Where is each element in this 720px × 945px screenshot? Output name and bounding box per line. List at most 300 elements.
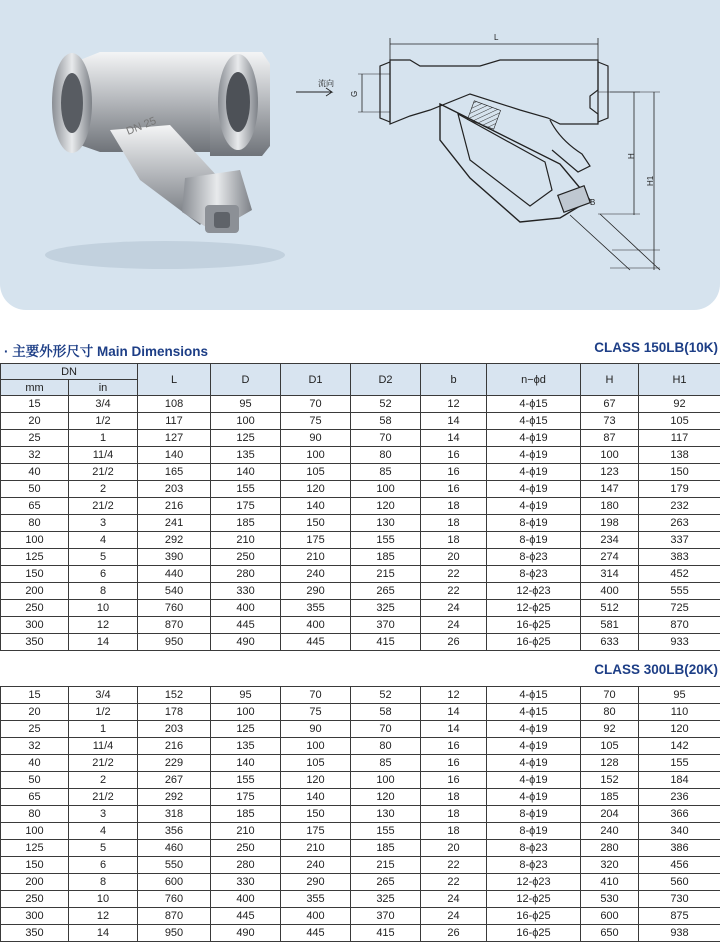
table-cell: 950 <box>138 634 211 651</box>
table-cell: 263 <box>639 515 720 532</box>
table-cell: 12 <box>69 908 138 925</box>
table-cell: 100 <box>351 481 421 498</box>
table-cell: 4-ϕ19 <box>487 498 581 515</box>
table-cell: 20 <box>421 549 487 566</box>
table-cell: 135 <box>211 738 281 755</box>
table-cell: 58 <box>351 413 421 430</box>
table-cell: 1/2 <box>69 413 138 430</box>
table-cell: 25 <box>1 721 69 738</box>
table-cell: 400 <box>281 617 351 634</box>
header-H1: H1 <box>639 364 720 396</box>
table-cell: 8-ϕ19 <box>487 515 581 532</box>
table-cell: 350 <box>1 634 69 651</box>
table-cell: 150 <box>639 464 720 481</box>
table-cell: 185 <box>351 549 421 566</box>
table-cell: 73 <box>581 413 639 430</box>
table-cell: 370 <box>351 617 421 634</box>
table-cell: 198 <box>581 515 639 532</box>
table-cell: 25 <box>1 430 69 447</box>
table-cell: 400 <box>581 583 639 600</box>
table-cell: 15 <box>1 687 69 704</box>
table-cell: 140 <box>211 755 281 772</box>
table-row <box>1 823 720 840</box>
table-cell: 265 <box>351 874 421 891</box>
table-cell: 52 <box>351 396 421 413</box>
header-D1: D1 <box>281 364 351 396</box>
table-cell: 24 <box>421 600 487 617</box>
table-cell: 240 <box>581 823 639 840</box>
table-cell: 445 <box>211 617 281 634</box>
table-cell: 4-ϕ15 <box>487 396 581 413</box>
table-cell: 274 <box>581 549 639 566</box>
table-cell: 100 <box>351 772 421 789</box>
table-cell: 120 <box>281 481 351 498</box>
header-b: b <box>421 364 487 396</box>
table-cell: 330 <box>211 874 281 891</box>
table-cell: 4-ϕ19 <box>487 755 581 772</box>
table-cell: 370 <box>351 908 421 925</box>
table-cell: 67 <box>581 396 639 413</box>
table-cell: 445 <box>281 634 351 651</box>
table-cell: 80 <box>1 515 69 532</box>
table-cell: 415 <box>351 925 421 942</box>
table-cell: 4-ϕ15 <box>487 704 581 721</box>
table-cell: 16-ϕ25 <box>487 908 581 925</box>
flow-direction-label: 流向 <box>318 79 334 88</box>
table-cell: 155 <box>211 772 281 789</box>
table-cell: 185 <box>211 515 281 532</box>
table-cell: 12-ϕ25 <box>487 600 581 617</box>
table-cell: 140 <box>211 464 281 481</box>
table-cell: 280 <box>211 566 281 583</box>
table-cell: 100 <box>211 704 281 721</box>
table-cell: 22 <box>421 857 487 874</box>
table-cell: 80 <box>581 704 639 721</box>
table-cell: 75 <box>281 413 351 430</box>
table-cell: 730 <box>639 891 720 908</box>
table-cell: 32 <box>1 738 69 755</box>
section-title: · 主要外形尺寸 Main Dimensions <box>4 344 209 359</box>
table-cell: 135 <box>211 447 281 464</box>
table-cell: 870 <box>138 617 211 634</box>
table-cell: 120 <box>639 721 720 738</box>
table-cell: 355 <box>281 600 351 617</box>
table-cell: 250 <box>211 840 281 857</box>
table-row <box>1 617 720 634</box>
table-cell: 600 <box>581 908 639 925</box>
table-row <box>1 549 720 566</box>
table-cell: 650 <box>581 925 639 942</box>
table-cell: 550 <box>138 857 211 874</box>
table-cell: 185 <box>211 806 281 823</box>
table-cell: 234 <box>581 532 639 549</box>
table-cell: 155 <box>211 481 281 498</box>
table-cell: 241 <box>138 515 211 532</box>
table-row <box>1 498 720 515</box>
table-cell: 3 <box>69 806 138 823</box>
table-cell: 355 <box>281 891 351 908</box>
table-cell: 140 <box>138 447 211 464</box>
table-cell: 200 <box>1 583 69 600</box>
table-cell: 26 <box>421 925 487 942</box>
table-cell: 175 <box>211 498 281 515</box>
table-cell: 410 <box>581 874 639 891</box>
table-cell: 130 <box>351 806 421 823</box>
table-cell: 24 <box>421 908 487 925</box>
table-cell: 20 <box>1 704 69 721</box>
table-cell: 8-ϕ19 <box>487 823 581 840</box>
table-cell: 560 <box>639 874 720 891</box>
table-cell: 100 <box>1 823 69 840</box>
table-cell: 300 <box>1 617 69 634</box>
table-row <box>1 789 720 806</box>
table-cell: 210 <box>281 840 351 857</box>
table-cell: 250 <box>1 891 69 908</box>
table-cell: 938 <box>639 925 720 942</box>
table-cell: 21/2 <box>69 498 138 515</box>
table-cell: 128 <box>581 755 639 772</box>
table-cell: 210 <box>281 549 351 566</box>
table-cell: 12-ϕ23 <box>487 874 581 891</box>
table-cell: 325 <box>351 891 421 908</box>
table-cell: 95 <box>639 687 720 704</box>
table-cell: 12-ϕ23 <box>487 583 581 600</box>
table-row <box>1 430 720 447</box>
table-row <box>1 806 720 823</box>
table-cell: 216 <box>138 498 211 515</box>
table-cell: 8-ϕ23 <box>487 549 581 566</box>
table-cell: 65 <box>1 498 69 515</box>
table-cell: 14 <box>421 430 487 447</box>
table-cell: 4-ϕ19 <box>487 772 581 789</box>
table-row <box>1 857 720 874</box>
table-cell: 350 <box>1 925 69 942</box>
table-cell: 240 <box>281 857 351 874</box>
table-row <box>1 874 720 891</box>
table-row <box>1 515 720 532</box>
table-row <box>1 532 720 549</box>
table-cell: 4-ϕ15 <box>487 413 581 430</box>
table-cell: 127 <box>138 430 211 447</box>
table-cell: 933 <box>639 634 720 651</box>
table-cell: 3 <box>69 515 138 532</box>
table-cell: 5 <box>69 549 138 566</box>
header-D2: D2 <box>351 364 421 396</box>
technical-drawing <box>296 38 660 270</box>
table-cell: 8-ϕ19 <box>487 532 581 549</box>
table-cell: 120 <box>281 772 351 789</box>
table-cell: 400 <box>211 891 281 908</box>
table-cell: 400 <box>211 600 281 617</box>
table-cell: 178 <box>138 704 211 721</box>
header-H: H <box>581 364 639 396</box>
table-cell: 100 <box>581 447 639 464</box>
table-cell: 75 <box>281 704 351 721</box>
header-L: L <box>138 364 211 396</box>
table-cell: 12-ϕ25 <box>487 891 581 908</box>
table-cell: 50 <box>1 772 69 789</box>
table-cell: 117 <box>639 430 720 447</box>
table-row <box>1 840 720 857</box>
table-cell: 95 <box>211 396 281 413</box>
dim-label-L: L <box>494 33 499 42</box>
table-cell: 65 <box>1 789 69 806</box>
table-cell: 870 <box>138 908 211 925</box>
table-cell: 18 <box>421 789 487 806</box>
table-cell: 415 <box>351 634 421 651</box>
table-cell: 105 <box>281 755 351 772</box>
table-cell: 290 <box>281 874 351 891</box>
table-cell: 70 <box>281 687 351 704</box>
table-cell: 175 <box>281 532 351 549</box>
table-row <box>1 925 720 942</box>
table-row <box>1 447 720 464</box>
table-cell: 70 <box>581 687 639 704</box>
table-cell: 8-ϕ23 <box>487 840 581 857</box>
table-row <box>1 721 720 738</box>
table-cell: 16-ϕ25 <box>487 634 581 651</box>
table-cell: 3/4 <box>69 687 138 704</box>
table-cell: 320 <box>581 857 639 874</box>
table-cell: 24 <box>421 891 487 908</box>
table-cell: 760 <box>138 891 211 908</box>
table-cell: 70 <box>351 721 421 738</box>
table-cell: 280 <box>211 857 281 874</box>
svg-text:DN 25: DN 25 <box>124 114 159 138</box>
table-cell: 50 <box>1 481 69 498</box>
table-cell: 760 <box>138 600 211 617</box>
dimensions-table-300lb <box>0 686 720 942</box>
table-cell: 16-ϕ25 <box>487 925 581 942</box>
dim-label-H: H <box>627 153 636 159</box>
table-cell: 140 <box>281 789 351 806</box>
table-cell: 383 <box>639 549 720 566</box>
table-cell: 530 <box>581 891 639 908</box>
table-cell: 92 <box>581 721 639 738</box>
table-cell: 236 <box>639 789 720 806</box>
table-cell: 600 <box>138 874 211 891</box>
table-cell: 229 <box>138 755 211 772</box>
product-illustration-panel <box>0 0 720 310</box>
table-cell: 265 <box>351 583 421 600</box>
table-cell: 155 <box>351 823 421 840</box>
table-cell: 147 <box>581 481 639 498</box>
table-cell: 10 <box>69 891 138 908</box>
table-cell: 250 <box>1 600 69 617</box>
table-cell: 581 <box>581 617 639 634</box>
table-cell: 292 <box>138 789 211 806</box>
table-row <box>1 704 720 721</box>
table-cell: 232 <box>639 498 720 515</box>
table-cell: 725 <box>639 600 720 617</box>
table-cell: 125 <box>1 840 69 857</box>
table-cell: 120 <box>351 789 421 806</box>
table-row <box>1 464 720 481</box>
table-cell: 120 <box>351 498 421 515</box>
table-cell: 4-ϕ19 <box>487 464 581 481</box>
table-cell: 140 <box>281 498 351 515</box>
table-cell: 5 <box>69 840 138 857</box>
table-cell: 290 <box>281 583 351 600</box>
table-cell: 240 <box>281 566 351 583</box>
table-cell: 18 <box>421 515 487 532</box>
valve-photo <box>45 52 285 269</box>
table-cell: 292 <box>138 532 211 549</box>
table-cell: 165 <box>138 464 211 481</box>
table-cell: 110 <box>639 704 720 721</box>
table-cell: 80 <box>351 738 421 755</box>
table-cell: 14 <box>69 925 138 942</box>
table-cell: 445 <box>281 925 351 942</box>
table-cell: 87 <box>581 430 639 447</box>
table-cell: 185 <box>351 840 421 857</box>
table-cell: 215 <box>351 566 421 583</box>
table-cell: 950 <box>138 925 211 942</box>
table-cell: 70 <box>351 430 421 447</box>
table-cell: 337 <box>639 532 720 549</box>
table-row <box>1 908 720 925</box>
table-cell: 452 <box>639 566 720 583</box>
table-cell: 203 <box>138 721 211 738</box>
table-cell: 150 <box>281 515 351 532</box>
table-cell: 16 <box>421 481 487 498</box>
table-cell: 24 <box>421 617 487 634</box>
class-150-label: CLASS 150LB(10K) <box>594 340 718 355</box>
table-cell: 58 <box>351 704 421 721</box>
table-cell: 155 <box>639 755 720 772</box>
table-cell: 80 <box>1 806 69 823</box>
dimensions-table-150lb <box>0 363 720 651</box>
table-cell: 540 <box>138 583 211 600</box>
table-cell: 150 <box>1 566 69 583</box>
table-cell: 105 <box>639 413 720 430</box>
table-cell: 15 <box>1 396 69 413</box>
table-cell: 105 <box>281 464 351 481</box>
table-cell: 204 <box>581 806 639 823</box>
table-cell: 14 <box>69 634 138 651</box>
table-cell: 875 <box>639 908 720 925</box>
table-cell: 184 <box>639 772 720 789</box>
table-cell: 340 <box>639 823 720 840</box>
dim-label-H1: H1 <box>646 175 655 186</box>
header-nd: n−ϕd <box>487 364 581 396</box>
table-cell: 175 <box>281 823 351 840</box>
table-cell: 138 <box>639 447 720 464</box>
table-cell: 100 <box>211 413 281 430</box>
table-cell: 6 <box>69 566 138 583</box>
table-body-150lb <box>1 396 720 651</box>
table-cell: 870 <box>639 617 720 634</box>
header-mm: mm <box>1 380 69 396</box>
table-cell: 4-ϕ19 <box>487 430 581 447</box>
table-cell: 280 <box>581 840 639 857</box>
dim-label-B: B <box>590 198 596 207</box>
table-body-300lb <box>1 687 720 942</box>
table-cell: 3/4 <box>69 396 138 413</box>
table-cell: 325 <box>351 600 421 617</box>
table-cell: 216 <box>138 738 211 755</box>
table-cell: 20 <box>1 413 69 430</box>
table-cell: 152 <box>581 772 639 789</box>
table-cell: 8-ϕ19 <box>487 806 581 823</box>
table-cell: 445 <box>211 908 281 925</box>
table-cell: 8 <box>69 583 138 600</box>
table-cell: 105 <box>581 738 639 755</box>
table-cell: 8-ϕ23 <box>487 566 581 583</box>
table-cell: 179 <box>639 481 720 498</box>
table-cell: 20 <box>421 840 487 857</box>
table-row <box>1 481 720 498</box>
table-cell: 330 <box>211 583 281 600</box>
table-cell: 18 <box>421 532 487 549</box>
table-cell: 14 <box>421 721 487 738</box>
table-cell: 6 <box>69 857 138 874</box>
header-D: D <box>211 364 281 396</box>
table-cell: 40 <box>1 755 69 772</box>
table-cell: 125 <box>211 430 281 447</box>
table-cell: 456 <box>639 857 720 874</box>
table-cell: 14 <box>421 704 487 721</box>
table-cell: 52 <box>351 687 421 704</box>
table-cell: 18 <box>421 806 487 823</box>
table-cell: 203 <box>138 481 211 498</box>
table-cell: 108 <box>138 396 211 413</box>
table-cell: 4 <box>69 532 138 549</box>
table-cell: 11/4 <box>69 738 138 755</box>
table-cell: 150 <box>1 857 69 874</box>
table-cell: 400 <box>281 908 351 925</box>
table-cell: 130 <box>351 515 421 532</box>
table-row <box>1 600 720 617</box>
table-cell: 633 <box>581 634 639 651</box>
class-300-label: CLASS 300LB(20K) <box>594 662 718 677</box>
table-cell: 123 <box>581 464 639 481</box>
table-cell: 210 <box>211 823 281 840</box>
table-cell: 180 <box>581 498 639 515</box>
table-row <box>1 566 720 583</box>
table-row <box>1 738 720 755</box>
table-cell: 92 <box>639 396 720 413</box>
table-cell: 490 <box>211 925 281 942</box>
table-row <box>1 772 720 789</box>
table-cell: 16 <box>421 447 487 464</box>
table-cell: 32 <box>1 447 69 464</box>
dim-label-G: G <box>350 90 359 97</box>
table-cell: 100 <box>281 447 351 464</box>
table-cell: 555 <box>639 583 720 600</box>
table-row <box>1 755 720 772</box>
table-cell: 90 <box>281 430 351 447</box>
table-cell: 2 <box>69 772 138 789</box>
table-cell: 8 <box>69 874 138 891</box>
table-cell: 14 <box>421 413 487 430</box>
table-cell: 1/2 <box>69 704 138 721</box>
table-cell: 22 <box>421 874 487 891</box>
table-cell: 100 <box>1 532 69 549</box>
table-cell: 85 <box>351 464 421 481</box>
table-cell: 366 <box>639 806 720 823</box>
table-cell: 21/2 <box>69 464 138 481</box>
table-cell: 22 <box>421 583 487 600</box>
table-cell: 155 <box>351 532 421 549</box>
table-cell: 215 <box>351 857 421 874</box>
table-cell: 314 <box>581 566 639 583</box>
table-cell: 10 <box>69 600 138 617</box>
table-cell: 125 <box>211 721 281 738</box>
table-cell: 4-ϕ19 <box>487 789 581 806</box>
table-cell: 460 <box>138 840 211 857</box>
table-cell: 16-ϕ25 <box>487 617 581 634</box>
